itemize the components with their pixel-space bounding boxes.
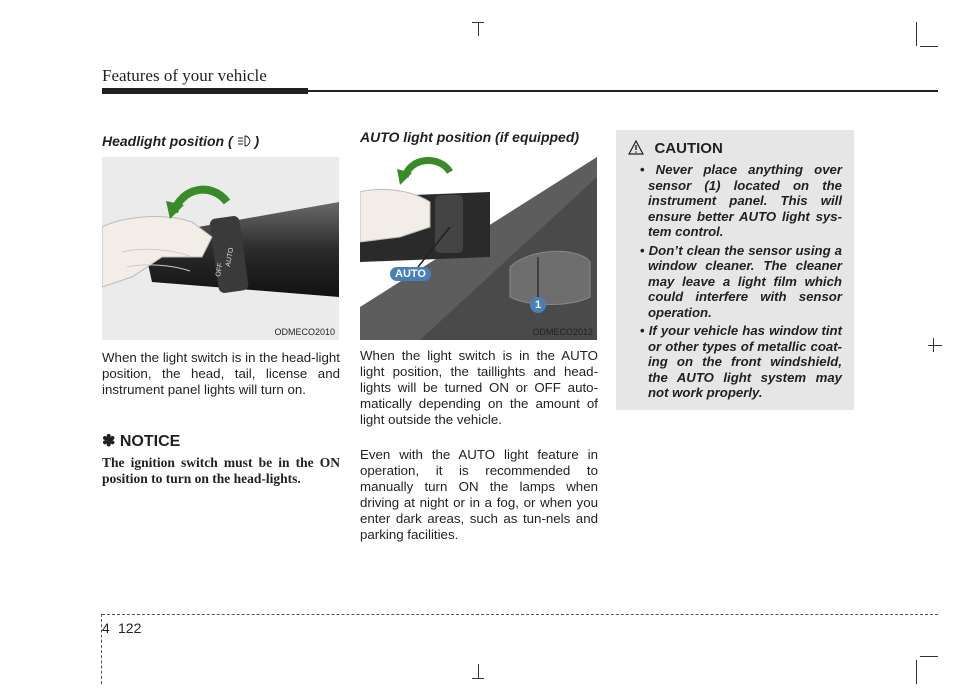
page-number: 122: [118, 620, 142, 636]
headlight-switch-figure: [102, 157, 339, 340]
auto-light-figure: [360, 157, 597, 340]
notice-title: ✽ NOTICE: [102, 433, 181, 450]
caution-item: • Never place anything over sensor (1) located on the instrument panel. This will ensure better AUTO light sys-tem control.: [616, 162, 842, 240]
header-bar: [102, 88, 308, 94]
caution-item: • If your vehicle has window tint or other types of metallic coat-ing on the front windshield, the AUTO light system may not work properly.: [616, 323, 842, 401]
crop-mark-top-right-h: [920, 46, 938, 47]
crop-mark-top: [478, 22, 479, 36]
switch-off-label: OFF: [215, 262, 225, 278]
auto-light-illustration: [360, 157, 597, 340]
sensor-callout-badge: 1: [530, 297, 546, 313]
caution-title: CAUTION: [654, 140, 723, 157]
warning-triangle-icon: [628, 140, 644, 160]
notice-text: The ignition switch must be in the ON position to turn on the head-lights.: [102, 455, 340, 486]
crop-mark-bottom-right-v: [916, 660, 917, 684]
auto-label-badge: AUTO: [390, 267, 431, 281]
headlight-heading-close: ): [254, 133, 260, 149]
caution-item: • Don’t clean the sensor using a window cleaner. The cleaner may leave a light film which could interfere with sensor operation.: [616, 243, 842, 321]
auto-light-heading: AUTO light position (if equipped): [360, 129, 580, 145]
crop-mark-right-v: [933, 338, 934, 352]
caution-list: [616, 162, 842, 404]
switch-auto-label: AUTO: [225, 247, 236, 268]
crop-mark-bottom-arm: [472, 678, 484, 679]
figure-code-left: ODMECO2010: [274, 327, 335, 337]
figure-code-middle: ODMECO2012: [532, 327, 593, 337]
caution-header: [628, 140, 723, 160]
headlight-heading-text: Headlight position (: [102, 133, 233, 149]
caution-box: [616, 130, 854, 410]
crop-mark-right: [928, 345, 942, 346]
auto-light-paragraph-1: When the light switch is in the AUTO light position, the taillights and head-lights will be turned ON or OFF auto-matically depending on the amount of light outside the vehicle.: [360, 348, 598, 427]
auto-light-paragraph-2: Even with the AUTO light feature in operation, it is recommended to manually turn ON the lamps when driving at night or in a fog, or when you enter dark areas, such as tun-nels and parking facilities.: [360, 447, 598, 542]
headlight-description: When the light switch is in the head-light position, the head, tail, license and instrument panel lights will turn on.: [102, 350, 340, 397]
headlight-icon: [237, 134, 251, 146]
crop-mark-top-arm: [472, 22, 484, 23]
headlight-switch-illustration: [102, 157, 339, 340]
footer-rule: [102, 614, 938, 615]
headlight-heading: [102, 133, 342, 149]
crop-mark-bottom: [478, 664, 479, 678]
page-header-title: Features of your vehicle: [102, 66, 267, 85]
chapter-number: 4: [102, 620, 110, 636]
crop-mark-top-right-v: [916, 22, 917, 46]
crop-mark-bottom-right-h: [920, 656, 938, 657]
